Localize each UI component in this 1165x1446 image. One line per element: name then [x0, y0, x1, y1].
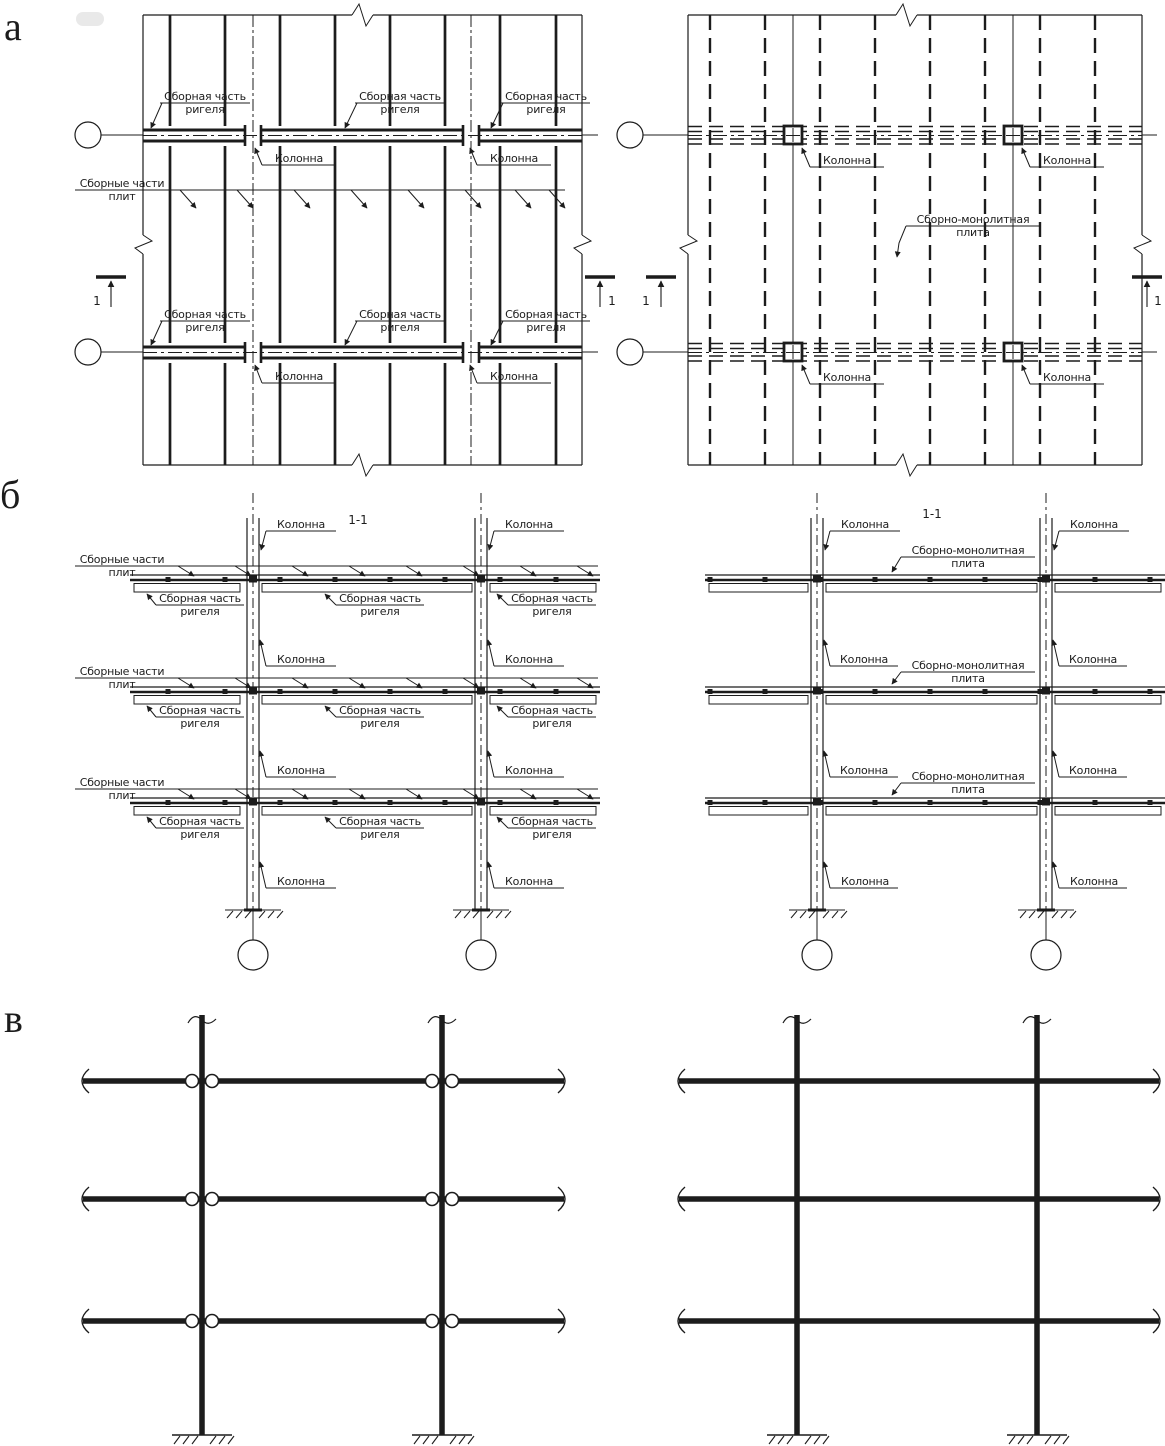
label-line: Сборно-монолитная — [911, 770, 1025, 783]
label-line: Сборные части — [79, 776, 165, 789]
label-line: Сборная часть — [159, 592, 241, 605]
label-column — [841, 875, 889, 888]
label-line: ригеля — [526, 321, 566, 334]
label-line: Колонна — [504, 875, 554, 888]
section-cut-number: 1 — [608, 294, 616, 308]
label-line: Колонна — [276, 518, 326, 531]
section-view-title: 1-1 — [348, 513, 368, 527]
label-line: Сборная часть — [339, 704, 421, 717]
label-line: Сборная часть — [359, 308, 441, 321]
label-column — [823, 371, 871, 384]
label-line: Сборные части — [79, 553, 165, 566]
label-girder-part — [339, 704, 421, 730]
label-line: Колонна — [504, 764, 554, 777]
label-girder-part — [505, 90, 587, 116]
label-girder-part — [511, 815, 593, 841]
label-column — [841, 518, 889, 531]
label-line: Колонна — [1069, 518, 1119, 531]
label-girder-part — [159, 704, 241, 730]
label-line: Сборно-монолитная — [911, 659, 1025, 672]
label-line: плита — [956, 226, 990, 239]
label-line: Колонна — [504, 653, 554, 666]
label-girder-part — [164, 308, 246, 334]
label-column — [1043, 371, 1091, 384]
label-column — [277, 875, 325, 888]
label-line: ригеля — [526, 103, 566, 116]
label-line: Колонна — [840, 875, 890, 888]
label-column — [277, 764, 325, 777]
label-line: Колонна — [1068, 764, 1118, 777]
label-line: плит — [108, 789, 136, 802]
label-girder-part — [339, 815, 421, 841]
label-line: Колонна — [489, 152, 539, 165]
label-line: Сборные части — [79, 177, 165, 190]
label-line: Сборная часть — [511, 704, 593, 717]
label-line: Сборная часть — [359, 90, 441, 103]
label-line: ригеля — [180, 828, 220, 841]
label-line: Сборные части — [79, 665, 165, 678]
panel-letter-v: в — [4, 996, 23, 1041]
label-girder-part — [511, 592, 593, 618]
label-line: ригеля — [180, 605, 220, 618]
label-column — [277, 518, 325, 531]
label-line: Сборная часть — [339, 815, 421, 828]
label-line: Колонна — [822, 154, 872, 167]
label-line: ригеля — [532, 828, 572, 841]
label-line: ригеля — [360, 828, 400, 841]
label-line: Сборная часть — [339, 592, 421, 605]
label-monolithic-slab — [912, 544, 1025, 570]
label-line: Колонна — [839, 653, 889, 666]
plan-precast — [75, 4, 615, 476]
label-monolithic-slab — [917, 213, 1030, 239]
label-line: ригеля — [180, 717, 220, 730]
panel-letter-a: а — [4, 4, 22, 49]
label-line: Колонна — [276, 764, 326, 777]
label-girder-part — [505, 308, 587, 334]
label-slab-parts — [80, 553, 165, 579]
label-column — [505, 518, 553, 531]
label-column — [490, 152, 538, 165]
label-line: ригеля — [532, 717, 572, 730]
label-line: Колонна — [274, 370, 324, 383]
label-line: плит — [108, 566, 136, 579]
label-line: ригеля — [360, 717, 400, 730]
label-line: ригеля — [532, 605, 572, 618]
section-cut-number: 1 — [93, 294, 101, 308]
label-line: Сборная часть — [511, 815, 593, 828]
label-column — [840, 764, 888, 777]
label-column — [505, 653, 553, 666]
label-column — [275, 152, 323, 165]
label-girder-part — [164, 90, 246, 116]
label-column — [505, 875, 553, 888]
label-column — [840, 653, 888, 666]
section-cut-number: 1 — [1154, 294, 1162, 308]
label-line: Колонна — [840, 518, 890, 531]
label-slab-parts — [80, 177, 165, 203]
label-line: плита — [951, 672, 985, 685]
label-monolithic-slab — [912, 659, 1025, 685]
label-line: Сборно-монолитная — [916, 213, 1030, 226]
label-line: Сборная часть — [511, 592, 593, 605]
label-column — [490, 370, 538, 383]
label-line: Колонна — [1069, 875, 1119, 888]
label-line: Сборная часть — [505, 308, 587, 321]
label-line: Колонна — [504, 518, 554, 531]
label-line: плит — [108, 190, 136, 203]
label-line: ригеля — [185, 321, 225, 334]
label-column — [1070, 518, 1118, 531]
label-girder-part — [339, 592, 421, 618]
label-line: Сборная часть — [164, 90, 246, 103]
label-monolithic-slab — [912, 770, 1025, 796]
label-line: Колонна — [1068, 653, 1118, 666]
scheme-hinged-frame — [82, 1015, 565, 1444]
label-line: Колонна — [839, 764, 889, 777]
label-line: Сборно-монолитная — [911, 544, 1025, 557]
label-line: Колонна — [1042, 371, 1092, 384]
label-girder-part — [511, 704, 593, 730]
label-column — [823, 154, 871, 167]
label-line: Колонна — [489, 370, 539, 383]
label-line: плита — [951, 783, 985, 796]
section-cut-number: 1 — [642, 294, 650, 308]
label-line: плит — [108, 678, 136, 691]
label-column — [505, 764, 553, 777]
scheme-rigid-frame — [678, 1015, 1160, 1444]
label-line: ригеля — [380, 103, 420, 116]
label-line: Колонна — [276, 653, 326, 666]
label-line: ригеля — [185, 103, 225, 116]
label-line: Колонна — [276, 875, 326, 888]
label-line: Сборная часть — [505, 90, 587, 103]
label-column — [275, 370, 323, 383]
panel-letter-b: б — [0, 472, 21, 517]
label-line: плита — [951, 557, 985, 570]
plan-precast-monolithic — [617, 4, 1162, 476]
label-column — [1069, 653, 1117, 666]
label-girder-part — [159, 592, 241, 618]
label-line: ригеля — [380, 321, 420, 334]
label-slab-parts — [80, 776, 165, 802]
label-slab-parts — [80, 665, 165, 691]
label-column — [1043, 154, 1091, 167]
label-line: Сборная часть — [164, 308, 246, 321]
label-line: Сборная часть — [159, 704, 241, 717]
label-girder-part — [159, 815, 241, 841]
label-girder-part — [359, 308, 441, 334]
label-column — [1070, 875, 1118, 888]
label-line: Колонна — [274, 152, 324, 165]
label-line: Колонна — [1042, 154, 1092, 167]
label-line: ригеля — [360, 605, 400, 618]
label-column — [1069, 764, 1117, 777]
section-view-title: 1-1 — [922, 507, 942, 521]
label-column — [277, 653, 325, 666]
label-line: Сборная часть — [159, 815, 241, 828]
label-line: Колонна — [822, 371, 872, 384]
label-girder-part — [359, 90, 441, 116]
